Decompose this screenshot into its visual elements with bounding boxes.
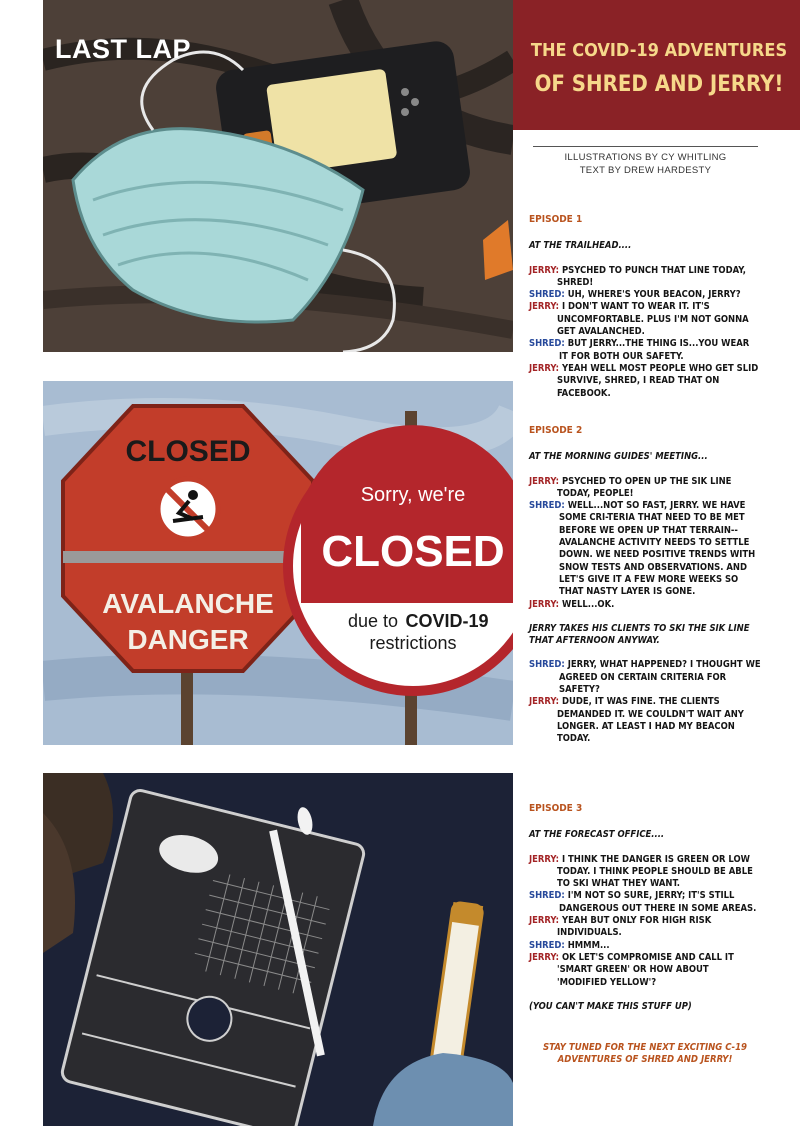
dialogue-line: SHRED: UH, WHERE'S YOUR BEACON, JERRY?	[529, 289, 741, 301]
credit-illustrations: ILLUSTRATIONS BY CY WHITLING	[564, 152, 727, 163]
dialogue-line: SHRED: BUT JERRY...THE THING IS...YOU WEAR IT FOR BOTH OUR SAFETY.	[529, 338, 750, 362]
episode-2-scene: AT THE MORNING GUIDES' MEETING...	[529, 451, 708, 463]
section-label: LAST LAP	[55, 34, 191, 64]
episode-2-narration: JERRY TAKES HIS CLIENTS TO SKI THE SIK LINE THAT AFTERNOON ANYWAY.	[529, 622, 750, 647]
illustration-closed-signs	[43, 381, 513, 745]
episode-1	[529, 214, 761, 400]
dialogue-line: JERRY: YEAH WELL MOST PEOPLE WHO GET SLID SURVIVE, SHRED, I READ THAT ON FACEBOOK.	[529, 362, 759, 399]
dialogue-line: SHRED: JERRY, WHAT HAPPENED? I THOUGHT WE AGREED ON CERTAIN CRITERIA FOR SAFETY?	[529, 659, 761, 696]
episode-1-scene: AT THE TRAILHEAD....	[529, 240, 632, 252]
episode-1-heading: EPISODE 1	[529, 214, 583, 225]
credit-divider	[533, 146, 758, 147]
sign-right-covid: COVID-19	[405, 611, 489, 631]
dialogue-line: SHRED: WELL...NOT SO FAST, JERRY. WE HAVE SOME CRI-TERIA THAT NEED TO BE MET BEFORE WE OPEN UP THAT TERRAIN--AVALANCHE ACTIVITY NEEDS TO SETTLE DOWN. WE NEED POSITIVE TRENDS WITH SNOW TESTS AND OBSERVATIONS. AND LET'S GIVE IT A FEW MORE WEEKS SO THAT NASTY LAYER IS GONE.	[529, 500, 756, 598]
episode-3	[529, 803, 761, 1013]
episode-2-heading: EPISODE 2	[529, 425, 583, 436]
title-line-2: OF SHRED AND JERRY!	[534, 72, 784, 97]
sign-left-bottom-2: DANGER	[127, 624, 249, 655]
dialogue-line: JERRY: YEAH BUT ONLY FOR HIGH RISK INDIVIDUALS.	[529, 915, 712, 939]
sign-right-sorry: Sorry, we're	[360, 484, 466, 506]
dialogue-line: SHRED: I'M NOT SO SURE, JERRY; IT'S STILL DANGEROUS OUT THERE IN SOME AREAS.	[529, 890, 757, 914]
sign-right-due: due to	[347, 611, 399, 631]
sign-left-top-text: CLOSED	[125, 435, 251, 468]
dialogue-line: JERRY: PSYCHED TO OPEN UP THE SIK LINE TODAY, PEOPLE!	[529, 475, 732, 499]
episode-3-heading: EPISODE 3	[529, 803, 583, 814]
dialogue-line: SHRED: HMMM...	[529, 939, 610, 951]
dialogue-line: JERRY: I DON'T WANT TO WEAR IT. IT'S UNCOMFORTABLE. PLUS I'M NOT GONNA GET AVALANCHED.	[529, 301, 749, 338]
sign-right-restrictions: restrictions	[369, 633, 457, 653]
test-card-art	[43, 773, 513, 1126]
credit-text: TEXT BY DREW HARDESTY	[579, 165, 712, 176]
title-banner	[513, 0, 800, 130]
dialogue-line: JERRY: DUDE, IT WAS FINE. THE CLIENTS DEMANDED IT. WE COULDN'T WAIT ANY LONGER. AT LEAST I HAD MY BEACON TODAY.	[529, 696, 744, 745]
title-line-1: THE COVID-19 ADVENTURES	[530, 40, 788, 61]
signs-art	[43, 381, 513, 745]
episode-2	[529, 425, 761, 746]
dialogue-line: JERRY: PSYCHED TO PUNCH THAT LINE TODAY, SHRED!	[529, 264, 746, 288]
episode-3-scene: AT THE FORECAST OFFICE....	[529, 829, 665, 841]
dialogue-line: JERRY: OK LET'S COMPROMISE AND CALL IT 'SMART GREEN' OR HOW ABOUT 'MODIFIED YELLOW'?	[529, 951, 734, 988]
dialogue-line: JERRY: I THINK THE DANGER IS GREEN OR LOW TODAY. I THINK PEOPLE SHOULD BE ABLE TO SKI WHAT THEY WANT.	[529, 853, 753, 890]
closing-teaser: STAY TUNED FOR THE NEXT EXCITING C-19 ADVENTURES OF SHRED AND JERRY!	[542, 1042, 748, 1065]
episode-3-aside: (YOU CAN'T MAKE THIS STUFF UP)	[529, 1000, 692, 1012]
dialogue-line: JERRY: WELL...OK.	[529, 598, 615, 610]
illustration-test-card	[43, 773, 513, 1126]
sign-right-closed: CLOSED	[321, 527, 505, 576]
sign-left-bottom-1: AVALANCHE	[102, 588, 274, 619]
